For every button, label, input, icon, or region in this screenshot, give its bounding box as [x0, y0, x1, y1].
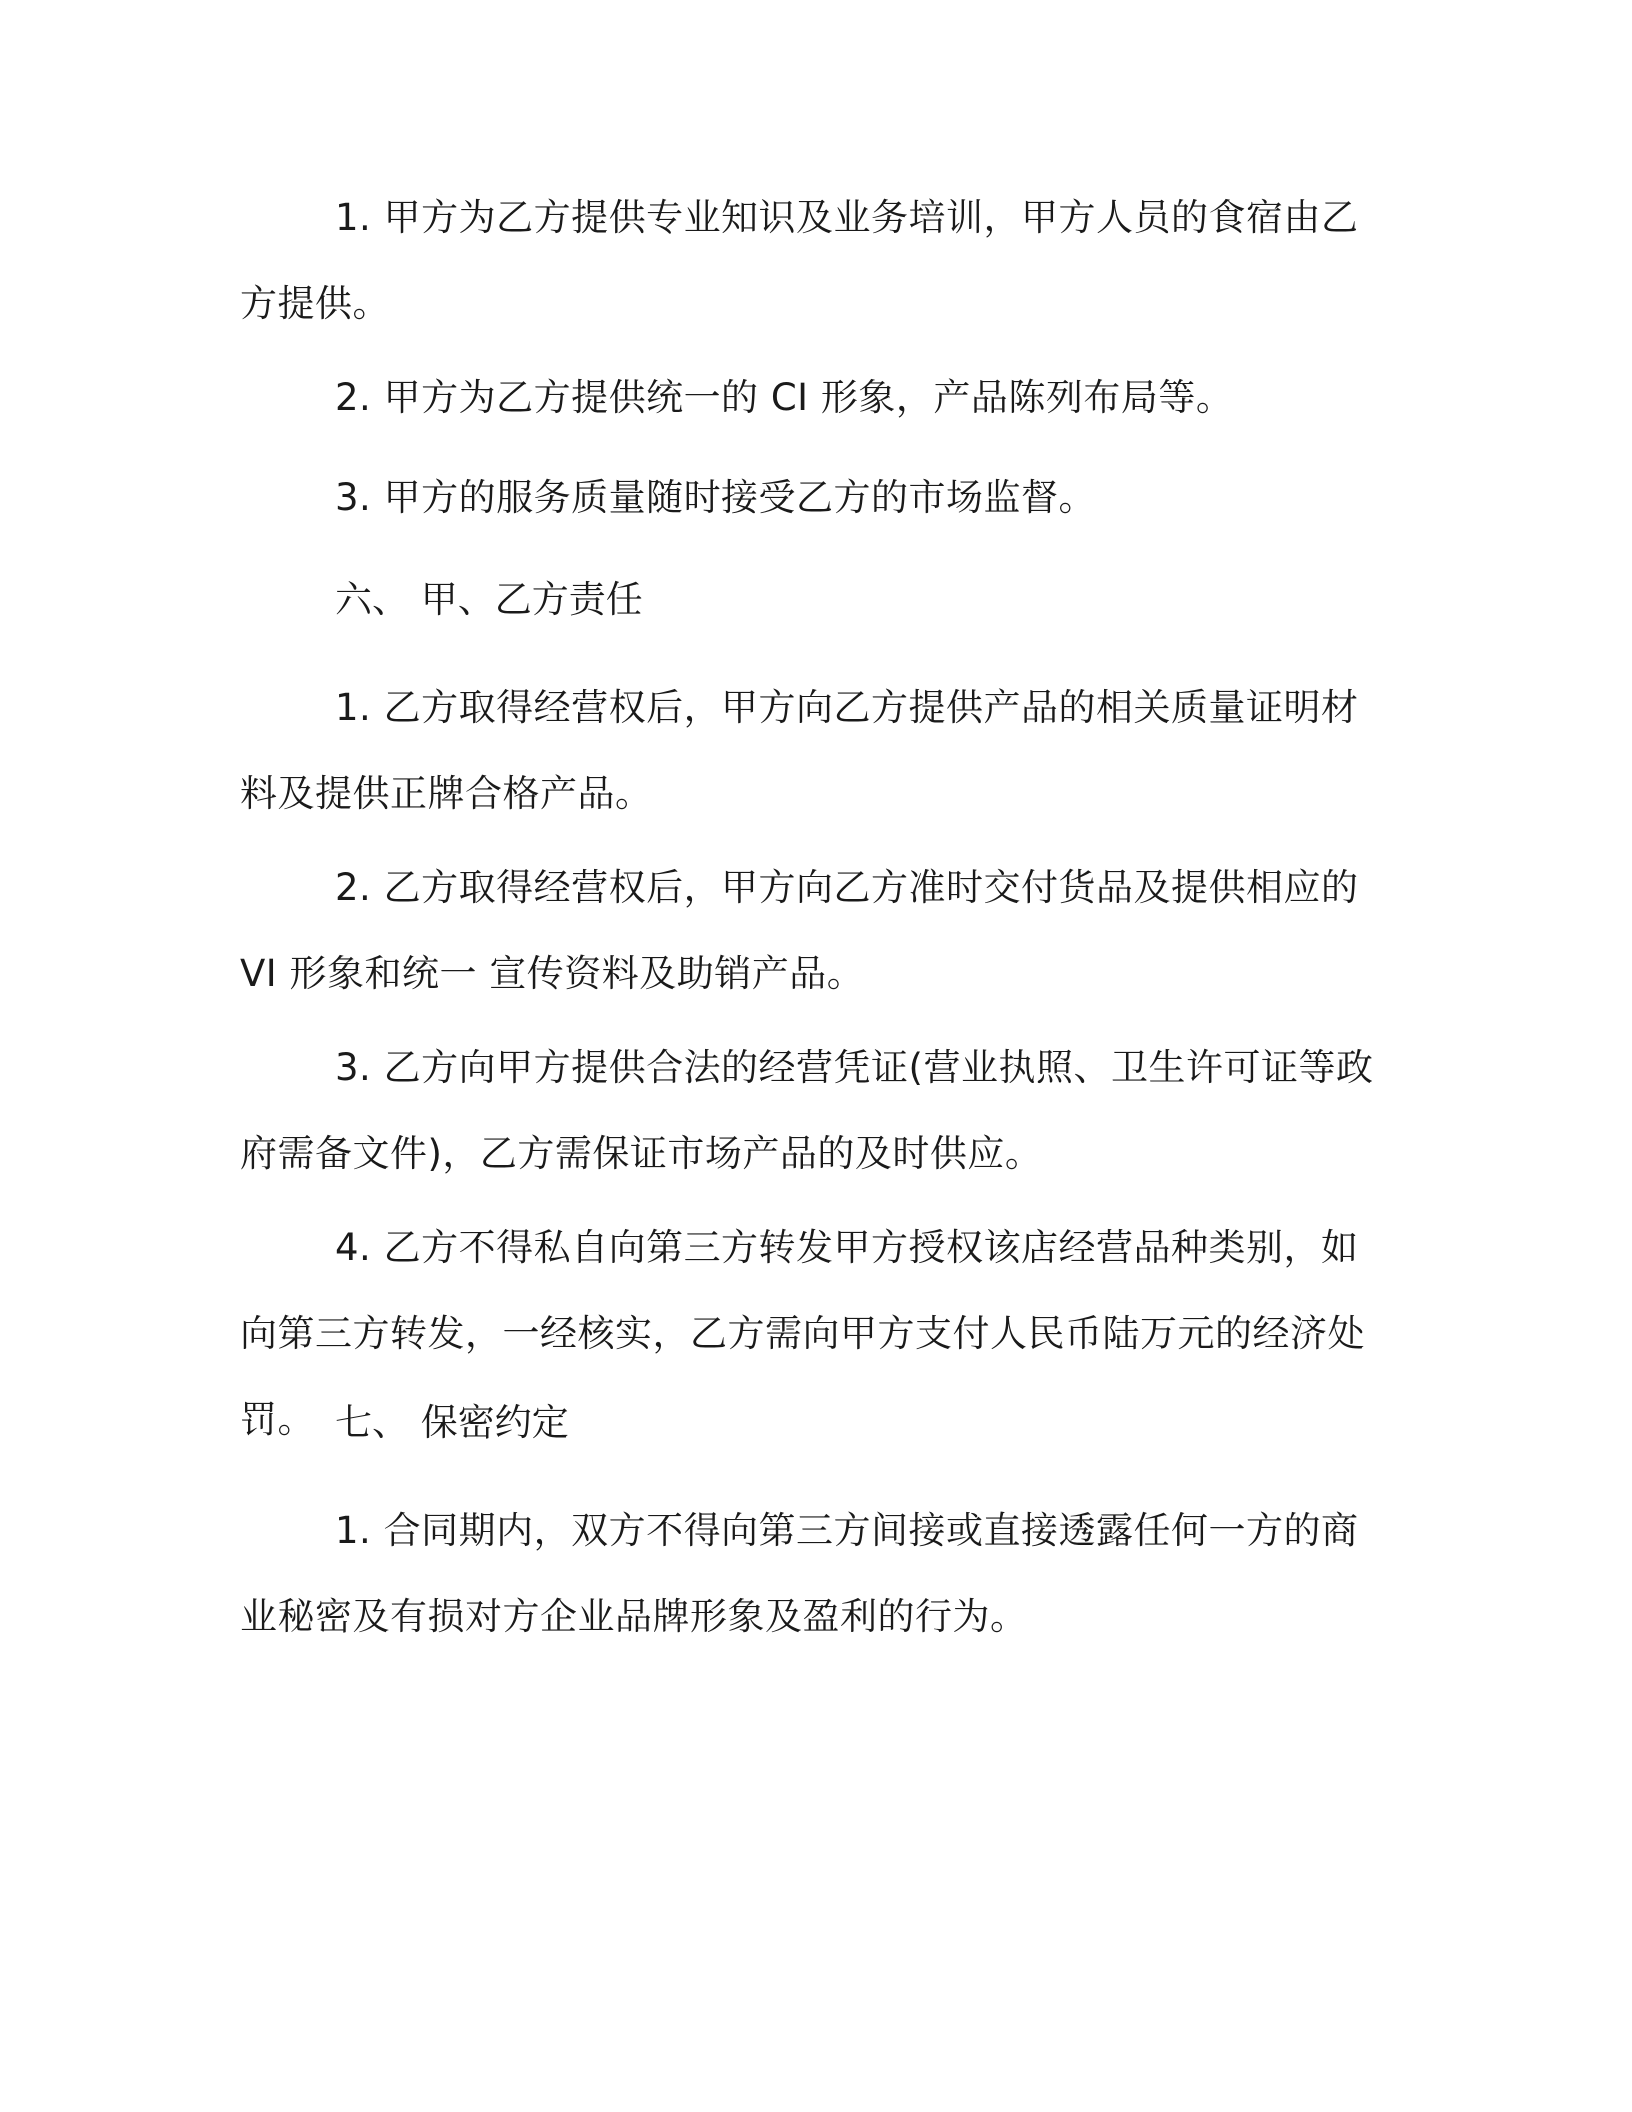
paragraph-5: 2. 乙方取得经营权后，甲方向乙方准时交付货品及提供相应的 VI 形象和统一 宣传资料及助销产品。: [240, 866, 1359, 995]
paragraph-2: 2. 甲方为乙方提供统一的 CI 形象，产品陈列布局等。: [335, 376, 1234, 419]
paragraph-3: 3. 甲方的服务质量随时接受乙方的市场监督。: [335, 476, 1097, 519]
paragraph-1: 1. 甲方为乙方提供专业知识及业务培训，甲方人员的食宿由乙方提供。: [240, 196, 1359, 325]
paragraph-4: 1. 乙方取得经营权后，甲方向乙方提供产品的相关质量证明材料及提供正牌合格产品。: [240, 686, 1359, 815]
paragraph-7: 4. 乙方不得私自向第三方转发甲方授权该店经营品种类别，如向第三方转发，一经核实，乙方需向甲方支付人民币陆万元的经济处罚。: [240, 1226, 1365, 1441]
section-heading-7: 七、 保密约定: [335, 1401, 569, 1444]
section-heading-6: 六、 甲、乙方责任: [335, 578, 643, 621]
paragraph-6: 3. 乙方向甲方提供合法的经营凭证(营业执照、卫生许可证等政府需备文件)，乙方需保证市场产品的及时供应。: [240, 1046, 1374, 1175]
paragraph-8: 1. 合同期内，双方不得向第三方间接或直接透露任何一方的商业秘密及有损对方企业品牌形象及盈利的行为。: [240, 1509, 1359, 1638]
